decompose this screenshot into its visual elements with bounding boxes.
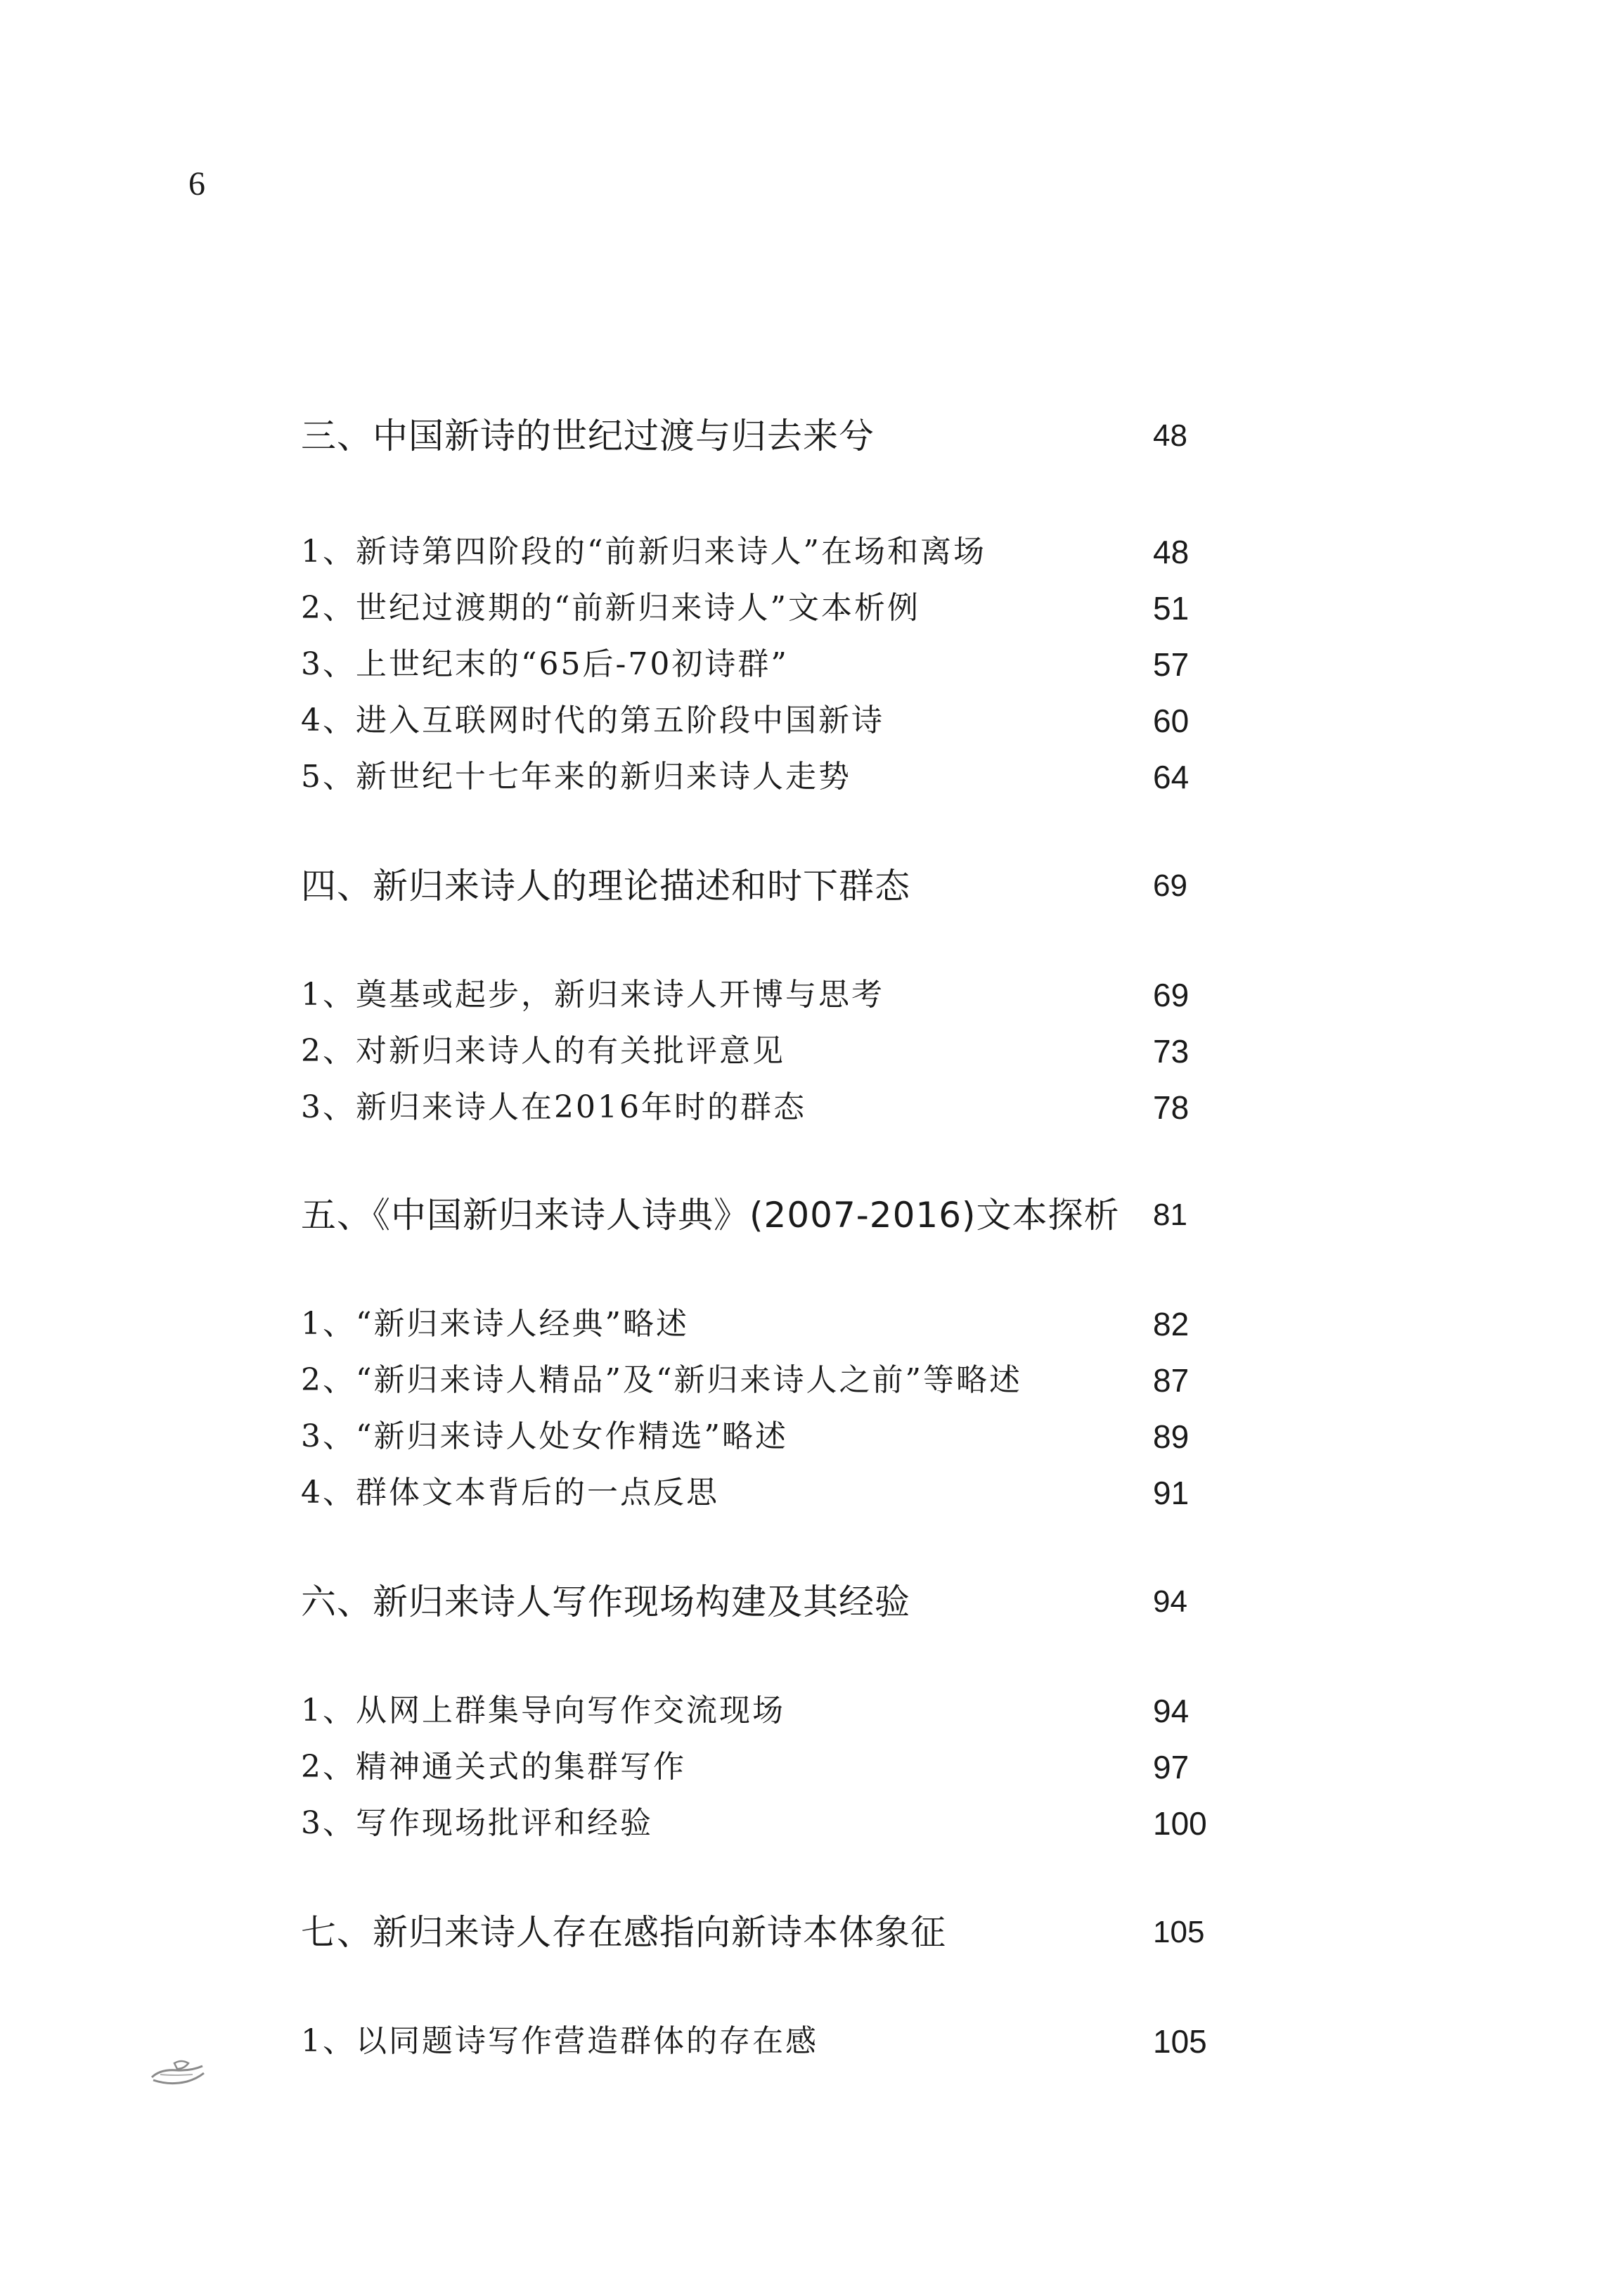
section-title: 六、新归来诗人写作现场构建及其经验 [301, 1582, 910, 1622]
item-title: 3、写作现场批评和经验 [301, 1805, 653, 1841]
toc-item[interactable] [0, 636, 1605, 693]
item-page: 100 [1153, 1805, 1207, 1842]
section-title: 四、新归来诗人的理论描述和时下群态 [301, 866, 910, 906]
page-number: 6 [188, 165, 205, 203]
item-title: 4、群体文本背后的一点反思 [301, 1475, 719, 1511]
section-title: 三、中国新诗的世纪过渡与归去来兮 [301, 416, 875, 456]
publisher-logo-icon [146, 2053, 210, 2089]
section-title: 五、《中国新归来诗人诗典》(2007-2016)文本探析 [301, 1195, 1120, 1236]
item-page: 78 [1153, 1089, 1190, 1126]
toc-item[interactable] [0, 1795, 1605, 1852]
item-page: 73 [1153, 1033, 1190, 1070]
toc-item[interactable] [0, 524, 1605, 580]
item-title: 1、新诗第四阶段的“前新归来诗人”在场和离场 [301, 534, 986, 570]
toc-item[interactable] [0, 967, 1605, 1023]
item-title: 4、进入互联网时代的第五阶段中国新诗 [301, 703, 884, 738]
item-title: 1、以同题诗写作营造群体的存在感 [301, 2023, 818, 2059]
toc-section-3[interactable] [0, 408, 1605, 464]
item-page: 94 [1153, 1693, 1190, 1729]
toc-item[interactable] [0, 1739, 1605, 1795]
item-title: 1、“新归来诗人经典”略述 [301, 1306, 689, 1342]
item-page: 64 [1153, 759, 1190, 795]
item-title: 3、“新归来诗人处女作精选”略述 [301, 1418, 788, 1454]
toc-section-5[interactable] [0, 1187, 1605, 1243]
item-title: 2、“新归来诗人精品”及“新归来诗人之前”等略述 [301, 1362, 1022, 1398]
item-page: 105 [1153, 2023, 1207, 2060]
item-title: 5、新世纪十七年来的新归来诗人走势 [301, 759, 851, 795]
toc-item[interactable] [0, 1409, 1605, 1465]
toc-section-4[interactable] [0, 858, 1605, 914]
toc-item[interactable] [0, 1352, 1605, 1409]
item-page: 82 [1153, 1306, 1190, 1342]
toc-section-7[interactable] [0, 1904, 1605, 1961]
section-page: 69 [1153, 868, 1187, 903]
item-page: 89 [1153, 1418, 1190, 1455]
toc-item[interactable] [0, 693, 1605, 749]
item-page: 60 [1153, 703, 1190, 739]
item-page: 69 [1153, 977, 1190, 1013]
toc-item[interactable] [0, 1023, 1605, 1079]
section-title: 七、新归来诗人存在感指向新诗本体象征 [301, 1912, 946, 1953]
item-title: 3、新归来诗人在2016年时的群态 [301, 1089, 806, 1125]
toc-item[interactable] [0, 1465, 1605, 1521]
section-page: 81 [1153, 1198, 1187, 1232]
item-title: 2、世纪过渡期的“前新归来诗人”文本析例 [301, 590, 920, 626]
item-page: 57 [1153, 646, 1190, 683]
item-page: 48 [1153, 534, 1190, 570]
section-page: 105 [1153, 1915, 1205, 1949]
item-title: 1、从网上群集导向写作交流现场 [301, 1693, 785, 1729]
toc-item[interactable] [0, 580, 1605, 636]
toc-item[interactable] [0, 1683, 1605, 1739]
item-page: 51 [1153, 590, 1190, 627]
section-page: 48 [1153, 418, 1187, 453]
item-title: 3、上世纪末的“65后-70初诗群” [301, 646, 789, 682]
item-title: 1、奠基或起步，新归来诗人开博与思考 [301, 977, 884, 1013]
toc-section-6[interactable] [0, 1574, 1605, 1630]
toc-item[interactable] [0, 1079, 1605, 1136]
item-title: 2、对新归来诗人的有关批评意见 [301, 1033, 785, 1069]
item-page: 87 [1153, 1362, 1190, 1399]
toc-item[interactable] [0, 1296, 1605, 1352]
item-title: 2、精神通关式的集群写作 [301, 1749, 686, 1785]
item-page: 97 [1153, 1749, 1190, 1785]
section-page: 94 [1153, 1584, 1187, 1619]
toc-item[interactable] [0, 749, 1605, 805]
item-page: 91 [1153, 1475, 1190, 1511]
toc-item[interactable] [0, 2013, 1605, 2070]
